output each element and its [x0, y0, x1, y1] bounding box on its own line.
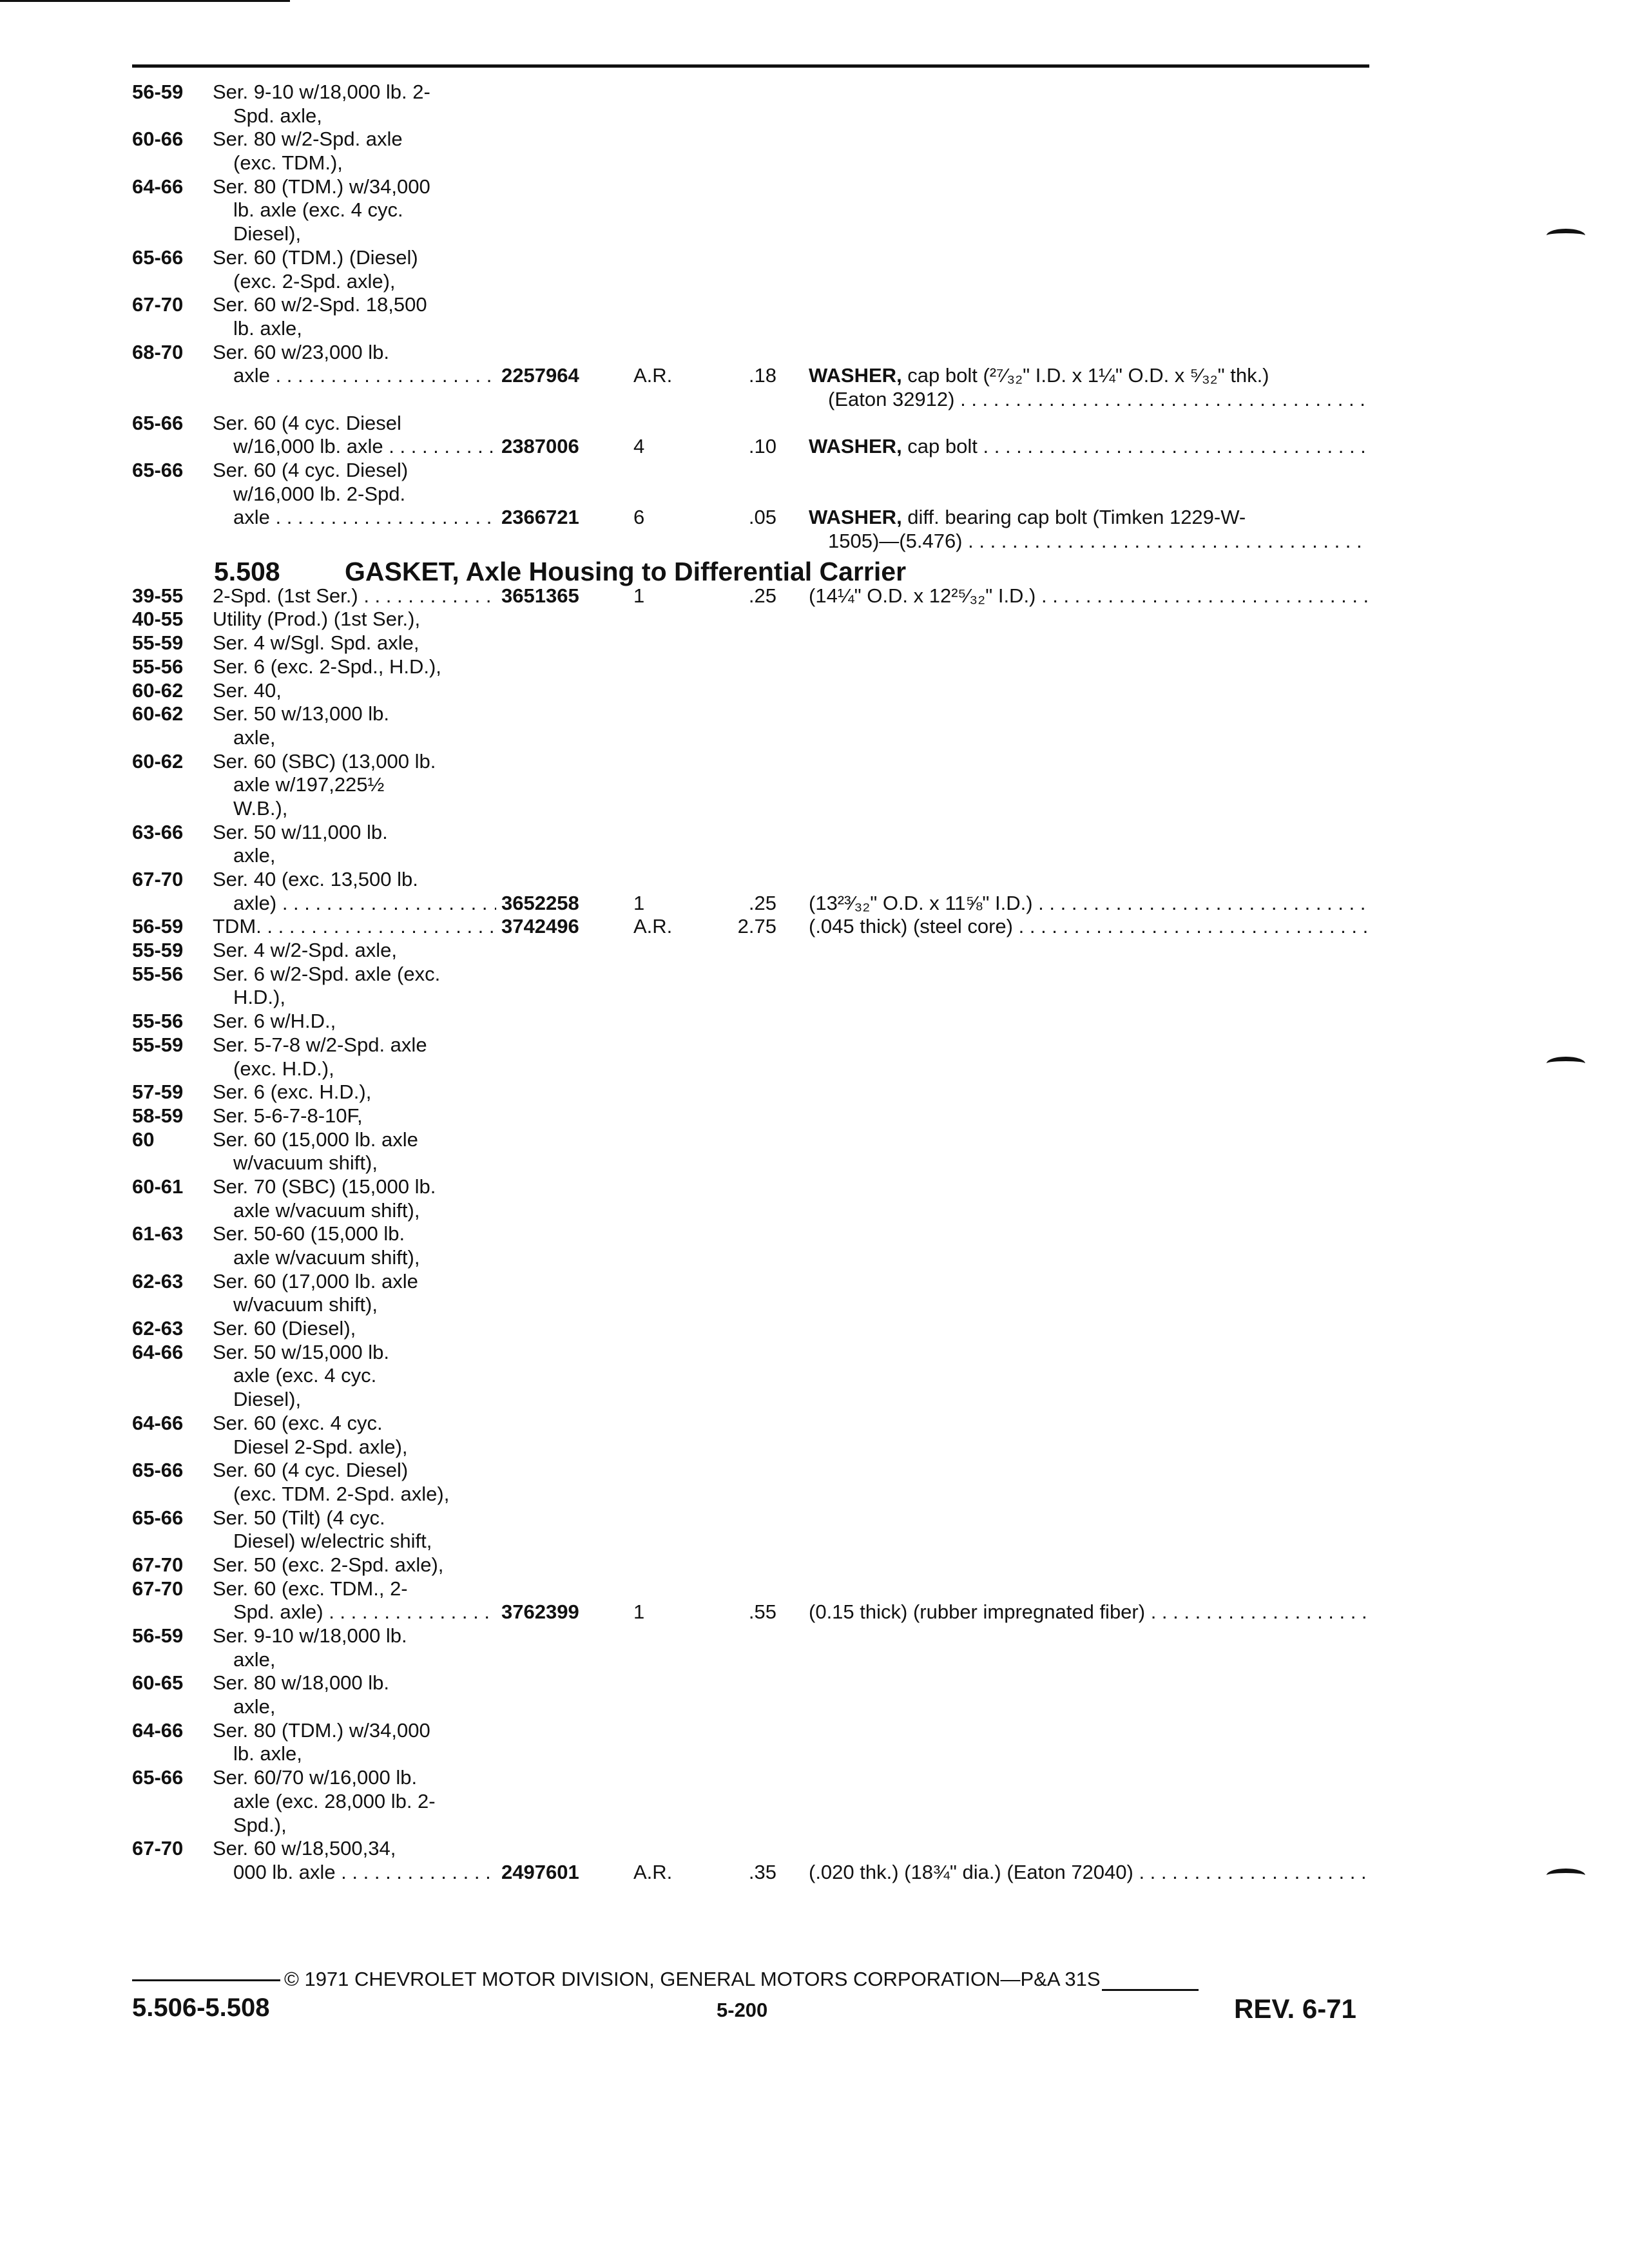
application-text: axle w/vacuum shift),: [233, 1246, 420, 1269]
quantity: 4: [633, 435, 645, 458]
parts-row: [132, 939, 1369, 963]
model-years: 60-65: [132, 1671, 184, 1695]
model-years: 56-59: [132, 1624, 184, 1647]
parts-row: [132, 1553, 1369, 1577]
part-description: [828, 388, 1369, 412]
parts-row: [132, 1199, 1369, 1223]
parts-row: [132, 986, 1369, 1010]
parts-row: [132, 1010, 1369, 1033]
application-text: axle,: [233, 844, 276, 867]
parts-row: [132, 1577, 1369, 1601]
parts-row: [132, 821, 1369, 845]
model-years: 39-55: [132, 584, 184, 607]
parts-row: [132, 81, 1369, 104]
part-spec: (Eaton 32912): [828, 387, 955, 410]
parts-row: [132, 198, 1369, 222]
part-description: [809, 584, 1369, 608]
application-text: axle) . . .: [233, 892, 496, 916]
part-description: [809, 1861, 1369, 1885]
part-number: 3762399: [501, 1600, 579, 1624]
parts-row: [132, 631, 1369, 655]
parts-row: [132, 655, 1369, 679]
parts-row: [132, 1293, 1369, 1317]
model-years: 61-63: [132, 1222, 184, 1245]
parts-row: [132, 104, 1369, 128]
parts-row: [132, 868, 1369, 892]
parts-row: [132, 1270, 1369, 1294]
footer-section-range: 5.506-5.508: [132, 1994, 270, 2022]
parts-row: [132, 175, 1369, 199]
part-number: 2497601: [501, 1860, 579, 1883]
model-years: 65-66: [132, 1459, 184, 1482]
part-description: [809, 915, 1369, 939]
parts-row: [132, 1081, 1369, 1104]
parts-row: [132, 750, 1369, 774]
application-text: lb. axle (exc. 4 cyc.: [233, 198, 403, 222]
model-years: 60-66: [132, 128, 184, 151]
application-text: axle . . .: [233, 364, 496, 388]
part-number: 3742496: [501, 915, 579, 938]
application-text: Ser. 80 w/18,000 lb.: [213, 1671, 390, 1695]
part-spec: (13²³⁄₃₂" O.D. x 11⅝" I.D.): [809, 891, 1033, 914]
model-years: 67-70: [132, 293, 184, 316]
model-years: 55-59: [132, 631, 184, 655]
application-text: Ser. 50 w/13,000 lb.: [213, 702, 390, 726]
parts-row: [132, 1246, 1369, 1270]
model-years: 55-56: [132, 1010, 184, 1033]
parts-row: [132, 1222, 1369, 1246]
parts-row: [132, 679, 1369, 703]
binder-hole-mark: [1547, 229, 1585, 242]
model-years: 60-62: [132, 749, 184, 773]
application-text: Spd.),: [233, 1813, 287, 1836]
part-description: [809, 506, 1369, 530]
quantity: A.R.: [633, 1860, 673, 1883]
application-text: H.D.),: [233, 986, 285, 1009]
application-text: w/16,000 lb. 2-Spd.: [233, 482, 406, 505]
model-years: 56-59: [132, 81, 184, 103]
application-text: TDM. . . .: [213, 915, 496, 939]
application-text: Ser. 60 (Diesel),: [213, 1317, 356, 1340]
application-text: Ser. 80 (TDM.) w/34,000: [213, 175, 430, 198]
parts-row: [132, 1766, 1369, 1790]
application-text: Ser. 4 w/2-Spd. axle,: [213, 939, 398, 962]
parts-row: [132, 341, 1369, 365]
model-years: 64-66: [132, 1411, 184, 1434]
model-years: 60-62: [132, 702, 184, 726]
model-years: 64-66: [132, 175, 184, 198]
price: .25: [748, 891, 776, 914]
application-text: axle (exc. 28,000 lb. 2-: [233, 1789, 436, 1812]
parts-row: [132, 1057, 1369, 1081]
application-text: lb. axle,: [233, 1742, 302, 1765]
parts-row: [132, 702, 1369, 726]
model-years: 55-59: [132, 939, 184, 962]
application-text: Diesel),: [233, 222, 302, 245]
application-text: Ser. 60 (4 cyc. Diesel): [213, 1459, 409, 1482]
model-years: 55-59: [132, 1033, 184, 1056]
footer-page-number: 5-200: [717, 1999, 768, 2021]
part-description: [828, 530, 1369, 553]
application-text: Ser. 50 w/15,000 lb.: [213, 1340, 390, 1363]
application-text: Ser. 50 w/11,000 lb.: [213, 820, 388, 843]
application-text: lb. axle,: [233, 316, 302, 340]
model-years: 60: [132, 1128, 155, 1151]
application-text: Utility (Prod.) (1st Ser.),: [213, 608, 421, 631]
application-text: w/vacuum shift),: [233, 1151, 378, 1175]
model-years: 67-70: [132, 1577, 184, 1600]
parts-row: [132, 459, 1369, 483]
model-years: 67-70: [132, 868, 184, 890]
application-text: Ser. 60 (4 cyc. Diesel: [213, 411, 401, 434]
parts-row: [132, 1814, 1369, 1838]
footer-rule-left: [132, 1979, 280, 1981]
quantity: 1: [633, 891, 645, 914]
application-text: Diesel 2-Spd. axle),: [233, 1435, 408, 1458]
application-text: Ser. 9-10 w/18,000 lb.: [213, 1624, 407, 1647]
part-number: 3651365: [501, 584, 579, 607]
part-name: WASHER,: [809, 364, 902, 387]
parts-row: [132, 1624, 1369, 1648]
model-years: 55-56: [132, 962, 184, 985]
parts-row: [132, 1341, 1369, 1365]
parts-row: [132, 246, 1369, 270]
part-spec: (.020 thk.) (18¾" dia.) (Eaton 72040): [809, 1860, 1133, 1883]
quantity: A.R.: [633, 364, 673, 387]
model-years: 60-61: [132, 1175, 184, 1198]
parts-row: [132, 797, 1369, 821]
part-description: [809, 364, 1369, 388]
application-text: Ser. 6 (exc. H.D.),: [213, 1081, 372, 1104]
model-years: 65-66: [132, 1766, 184, 1789]
model-years: 64-66: [132, 1718, 184, 1742]
model-years: 58-59: [132, 1104, 184, 1127]
application-text: Ser. 50-60 (15,000 lb.: [213, 1222, 405, 1245]
application-text: axle,: [233, 726, 276, 749]
part-description: [809, 435, 1369, 459]
price: 2.75: [737, 915, 776, 938]
application-text: Ser. 6 w/2-Spd. axle (exc.: [213, 962, 441, 985]
application-text: Ser. 5-7-8 w/2-Spd. axle: [213, 1033, 427, 1056]
application-text: axle (exc. 4 cyc.: [233, 1364, 377, 1387]
part-number: 2387006: [501, 435, 579, 458]
application-text: axle,: [233, 1695, 276, 1718]
application-text: Ser. 40 (exc. 13,500 lb.: [213, 868, 418, 890]
application-text: w/16,000 lb. axle . . .: [233, 435, 496, 459]
parts-row: [132, 530, 1369, 553]
model-years: 67-70: [132, 1553, 184, 1576]
section-heading: [132, 553, 1369, 584]
model-years: 64-66: [132, 1340, 184, 1363]
parts-row: [132, 608, 1369, 631]
parts-row: [132, 1412, 1369, 1436]
parts-row: [132, 1364, 1369, 1388]
part-name: WASHER,: [809, 506, 902, 529]
application-text: Ser. 60 (15,000 lb. axle: [213, 1128, 418, 1151]
parts-row: [132, 773, 1369, 797]
application-text: axle,: [233, 1648, 276, 1671]
model-years: 65-66: [132, 1506, 184, 1529]
parts-listing: [132, 81, 1369, 1885]
quantity: 1: [633, 1600, 645, 1624]
application-text: Ser. 60 (exc. TDM., 2-: [213, 1577, 408, 1600]
price: .10: [748, 435, 776, 458]
part-spec: (14¼" O.D. x 12²⁵⁄₃₂" I.D.): [809, 584, 1036, 607]
parts-row: [132, 963, 1369, 986]
application-text: Ser. 60 (4 cyc. Diesel): [213, 459, 409, 481]
parts-row: [132, 1436, 1369, 1459]
part-number: 3652258: [501, 891, 579, 914]
application-text: axle w/vacuum shift),: [233, 1198, 420, 1222]
parts-row: [132, 1530, 1369, 1553]
application-text: 2-Spd. (1st Ser.) . . .: [213, 584, 496, 608]
parts-row: [132, 388, 1369, 412]
part-description: [809, 1600, 1369, 1624]
footer-rule-right: [1102, 1989, 1199, 1991]
application-text: axle . . .: [233, 506, 496, 530]
parts-row: [132, 1719, 1369, 1743]
application-text: Ser. 60/70 w/16,000 lb.: [213, 1766, 418, 1789]
model-years: 62-63: [132, 1269, 184, 1293]
model-years: 68-70: [132, 340, 184, 363]
model-years: 62-63: [132, 1317, 184, 1340]
parts-row: [132, 1459, 1369, 1483]
part-number: 2366721: [501, 506, 579, 529]
price: .35: [748, 1860, 776, 1883]
footer-revision: REV. 6-71: [1234, 1994, 1356, 2024]
parts-row: [132, 128, 1369, 151]
application-text: w/vacuum shift),: [233, 1293, 378, 1316]
application-text: Ser. 60 (SBC) (13,000 lb.: [213, 749, 436, 773]
price: .25: [748, 584, 776, 607]
application-text: Ser. 4 w/Sgl. Spd. axle,: [213, 631, 419, 655]
application-text: Ser. 6 w/H.D.,: [213, 1010, 336, 1033]
parts-row: [132, 1483, 1369, 1506]
application-text: Ser. 6 (exc. 2-Spd., H.D.),: [213, 655, 441, 678]
corner-line: [0, 0, 290, 2]
quantity: 6: [633, 506, 645, 529]
part-name: WASHER,: [809, 435, 902, 458]
application-text: (exc. TDM. 2-Spd. axle),: [233, 1482, 450, 1505]
parts-row: [132, 1742, 1369, 1766]
parts-row: [132, 1104, 1369, 1128]
application-text: Ser. 60 w/18,500,34,: [213, 1837, 396, 1860]
parts-row: [132, 1033, 1369, 1057]
part-spec: (.045 thick) (steel core): [809, 915, 1013, 938]
application-text: (exc. 2-Spd. axle),: [233, 269, 396, 293]
application-text: axle w/197,225½: [233, 773, 385, 796]
model-years: 65-66: [132, 459, 184, 481]
application-text: Ser. 5-6-7-8-10F,: [213, 1104, 363, 1127]
parts-row: [132, 1175, 1369, 1199]
application-text: W.B.),: [233, 796, 288, 820]
parts-row: [132, 483, 1369, 506]
application-text: Ser. 9-10 w/18,000 lb. 2-: [213, 81, 430, 103]
top-rule: [132, 64, 1369, 68]
parts-row: [132, 435, 1369, 459]
application-text: Diesel) w/electric shift,: [233, 1530, 432, 1553]
parts-row: [132, 1317, 1369, 1341]
parts-row: [132, 293, 1369, 317]
parts-row: [132, 1837, 1369, 1861]
part-number: 2257964: [501, 364, 579, 387]
model-years: 65-66: [132, 411, 184, 434]
parts-row: [132, 1600, 1369, 1624]
application-text: Ser. 60 (17,000 lb. axle: [213, 1269, 418, 1293]
model-years: 63-66: [132, 820, 184, 843]
parts-row: [132, 1790, 1369, 1814]
price: .05: [748, 506, 776, 529]
parts-row: [132, 892, 1369, 916]
application-text: (exc. H.D.),: [233, 1057, 334, 1080]
binder-hole-mark: [1547, 1057, 1585, 1070]
parts-row: [132, 506, 1369, 530]
parts-row: [132, 1506, 1369, 1530]
part-spec: (0.15 thick) (rubber impregnated fiber): [809, 1600, 1146, 1624]
quantity: 1: [633, 584, 645, 607]
parts-rows-bottom: [132, 584, 1369, 1885]
application-text: Ser. 60 w/2-Spd. 18,500: [213, 293, 427, 316]
parts-row: [132, 726, 1369, 750]
model-years: 60-62: [132, 678, 184, 702]
parts-row: [132, 1128, 1369, 1152]
binder-hole-mark: [1547, 1869, 1585, 1882]
parts-row: [132, 844, 1369, 868]
price: .18: [748, 364, 776, 387]
application-text: Ser. 60 (exc. 4 cyc.: [213, 1411, 383, 1434]
model-years: 55-56: [132, 655, 184, 678]
parts-row: [132, 1861, 1369, 1885]
quantity: A.R.: [633, 915, 673, 938]
parts-row: [132, 270, 1369, 294]
application-text: Spd. axle) . . .: [233, 1600, 496, 1624]
application-text: Ser. 80 w/2-Spd. axle: [213, 128, 403, 151]
part-spec: diff. bearing cap bolt (Timken 1229-W-: [901, 506, 1246, 529]
parts-row: [132, 915, 1369, 939]
footer-copyright: © 1971 CHEVROLET MOTOR DIVISION, GENERAL MOTORS CORPORATION—P&A 31S: [284, 1968, 1101, 1990]
application-text: Ser. 50 (Tilt) (4 cyc.: [213, 1506, 385, 1529]
part-spec: cap bolt (²⁷⁄₃₂" I.D. x 1¼" O.D. x ⁵⁄₃₂" thk.): [901, 364, 1269, 387]
model-years: 65-66: [132, 245, 184, 269]
parts-row: [132, 412, 1369, 436]
application-text: Ser. 70 (SBC) (15,000 lb.: [213, 1175, 436, 1198]
parts-row: [132, 1695, 1369, 1719]
part-spec: cap bolt: [901, 435, 978, 458]
part-description: [809, 892, 1369, 916]
parts-row: [132, 317, 1369, 341]
parts-row: [132, 584, 1369, 608]
parts-row: [132, 1388, 1369, 1412]
application-text: Ser. 50 (exc. 2-Spd. axle),: [213, 1553, 444, 1576]
application-text: Spd. axle,: [233, 104, 322, 127]
application-text: Ser. 60 w/23,000 lb.: [213, 340, 390, 363]
model-years: 67-70: [132, 1837, 184, 1860]
parts-row: [132, 1648, 1369, 1672]
part-spec: 1505)—(5.476): [828, 530, 963, 553]
application-text: Diesel),: [233, 1388, 302, 1411]
application-text: 000 lb. axle . . .: [233, 1861, 496, 1885]
parts-rows-top: [132, 81, 1369, 553]
application-text: Ser. 40,: [213, 678, 282, 702]
model-years: 57-59: [132, 1081, 184, 1104]
application-text: Ser. 80 (TDM.) w/34,000: [213, 1718, 430, 1742]
section-number: 5.508: [214, 556, 280, 586]
parts-row: [132, 222, 1369, 246]
model-years: 40-55: [132, 608, 184, 631]
application-text: (exc. TDM.),: [233, 151, 343, 175]
section-title: GASKET, Axle Housing to Differential Carrier: [345, 556, 907, 586]
price: .55: [748, 1600, 776, 1624]
model-years: 56-59: [132, 915, 184, 938]
footer-copyright-line: [132, 1968, 1369, 1991]
parts-row: [132, 364, 1369, 388]
parts-row: [132, 151, 1369, 175]
parts-row: [132, 1671, 1369, 1695]
parts-row: [132, 1151, 1369, 1175]
application-text: Ser. 60 (TDM.) (Diesel): [213, 245, 418, 269]
